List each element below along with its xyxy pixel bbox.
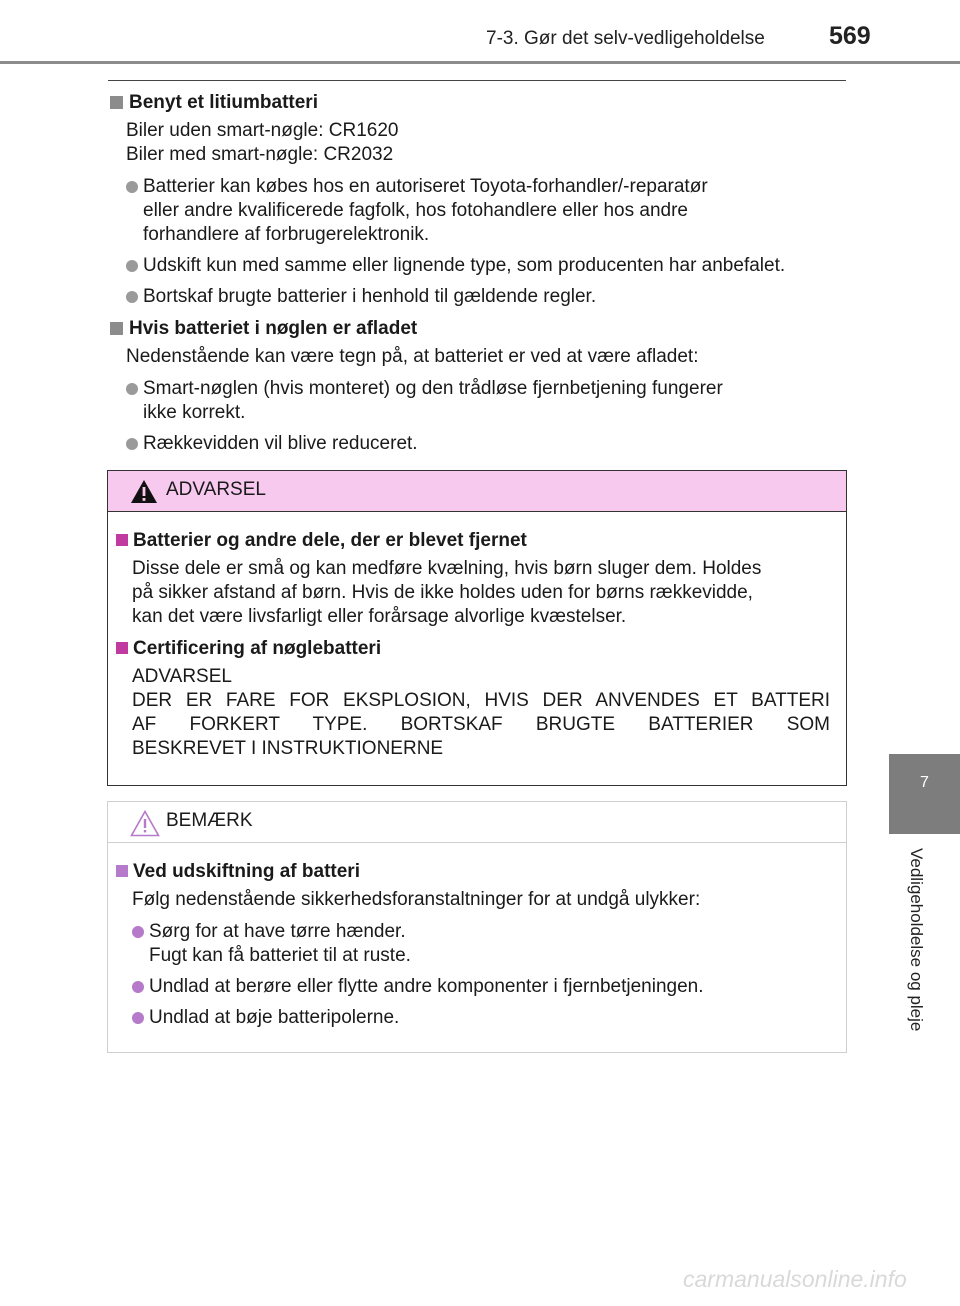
note-item-heading: Ved udskiftning af batteri xyxy=(133,861,360,882)
warning-item-2 xyxy=(108,637,846,761)
warning-item-2-heading: Certificering af nøglebatteri xyxy=(133,638,382,659)
square-bullet-icon xyxy=(110,96,123,109)
square-bullet-icon xyxy=(116,534,128,546)
list-item: Rækkevidden vil blive reduceret. xyxy=(110,432,840,456)
note-box-title: BEMÆRK xyxy=(166,810,253,831)
note-box-header xyxy=(108,802,846,843)
bullet-dot-icon xyxy=(132,926,144,938)
dead-battery-heading: Hvis batteriet i nøglen er afladet xyxy=(110,317,840,341)
bullet-dot-icon xyxy=(132,981,144,993)
square-bullet-icon xyxy=(116,642,128,654)
warning-item-1-text: Disse dele er små og kan medføre kvælning, hvis børn sluger dem. Holdes på sikker afstand af børn. Hvis de ikke holdes uden for børns rækkevidde, kan det være livsfarligt eller forårsage alvorlige kvæstelser. xyxy=(132,558,762,627)
list-item: Sørg for at have tørre hænder. Fugt kan få batteriet til at ruste. xyxy=(116,920,830,968)
header-section-title: 7-3. Gør det selv-vedligeholdelse xyxy=(486,28,765,49)
chapter-number: 7 xyxy=(920,774,929,791)
list-item: Smart-nøglen (hvis monteret) og den trådløse fjernbetjening fungerer ikke korrekt. xyxy=(110,377,840,425)
bullet-dot-icon xyxy=(126,181,138,193)
bullet-dot-icon xyxy=(126,438,138,450)
warning-item-1 xyxy=(108,529,846,629)
list-item: Bortskaf brugte batterier i henhold til gældende regler. xyxy=(110,285,840,309)
warning-box-title: ADVARSEL xyxy=(166,479,266,500)
dead-battery-intro: Nedenstående kan være tegn på, at batteriet er ved at være afladet: xyxy=(126,346,699,367)
content-divider xyxy=(108,80,846,81)
list-item: Undlad at bøje batteripolerne. xyxy=(116,1006,830,1030)
caution-triangle-icon xyxy=(130,810,160,837)
warning-item-1-heading: Batterier og andre dele, der er blevet fjernet xyxy=(133,530,527,551)
header-divider xyxy=(0,61,960,64)
bullet-dot-icon xyxy=(132,1012,144,1024)
chapter-label: Vedligeholdelse og pleje xyxy=(907,848,926,1032)
watermark: carmanualsonline.info xyxy=(683,1266,907,1292)
dead-battery-section xyxy=(110,317,840,456)
list-item: Udskift kun med samme eller lignende type, som producenten har anbefalet. xyxy=(110,254,840,278)
bullet-dot-icon xyxy=(126,383,138,395)
battery-heading: Benyt et litiumbatteri xyxy=(110,91,840,115)
square-bullet-icon xyxy=(116,865,128,877)
battery-line-2: Biler med smart-nøgle: CR2032 xyxy=(126,144,394,165)
warning-item-2-text: ADVARSEL DER ER FARE FOR EKSPLOSION, HVIS DER ANVENDES ET BATTERI AF FORKERT TYPE. BORTSKAF BRUGTE BATTERIER SOM BESKREVET I INSTRUKTIONERNE xyxy=(132,666,830,759)
list-item: Batterier kan købes hos en autoriseret Toyota-forhandler/-reparatør eller andre kvalificerede fagfolk, hos fotohandlere eller hos andre forhandlere af forbrugerelektronik. xyxy=(110,175,840,247)
warning-box-header xyxy=(108,471,846,512)
note-box xyxy=(107,801,847,1053)
note-item xyxy=(108,860,846,1030)
bullet-dot-icon xyxy=(126,291,138,303)
chapter-tab[interactable] xyxy=(889,754,960,834)
page-number: 569 xyxy=(829,22,871,50)
note-intro: Følg nedenstående sikkerhedsforanstaltninger for at undgå ulykker: xyxy=(132,889,701,910)
battery-section xyxy=(110,91,840,309)
warning-triangle-icon xyxy=(130,479,158,504)
battery-line-1: Biler uden smart-nøgle: CR1620 xyxy=(126,120,399,141)
list-item: Undlad at berøre eller flytte andre komponenter i fjernbetjeningen. xyxy=(116,975,830,999)
bullet-dot-icon xyxy=(126,260,138,272)
square-bullet-icon xyxy=(110,322,123,335)
warning-box xyxy=(107,470,847,786)
